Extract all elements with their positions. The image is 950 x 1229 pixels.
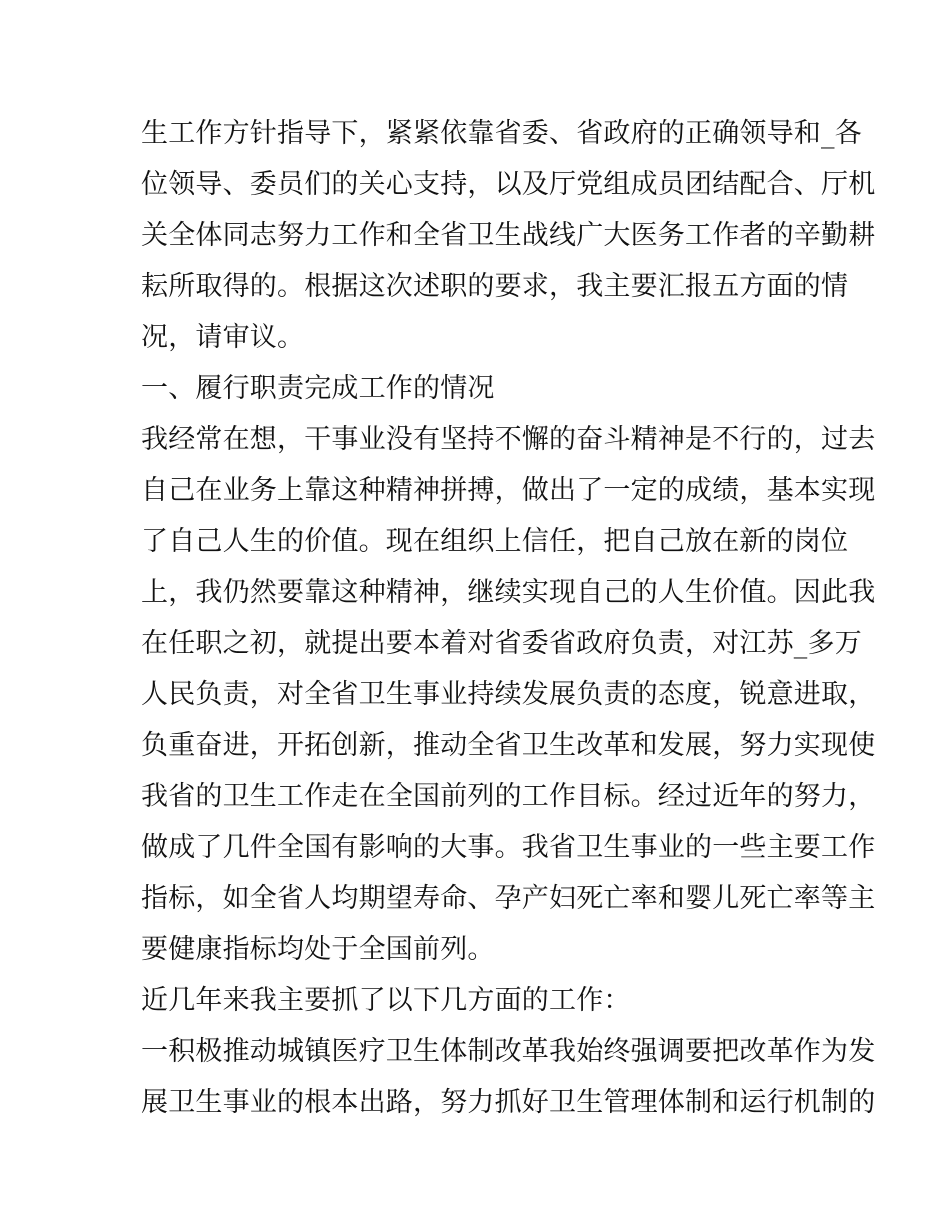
document-body — [141, 108, 876, 1128]
text-line: 近几年来我主要抓了以下几方面的工作： — [141, 985, 631, 1016]
text-line: 指标，如全省人均期望寿命、孕产妇死亡率和婴儿死亡率等主 — [141, 883, 876, 914]
text-line: 自己在业务上靠这种精神拼搏，做出了一定的成绩，基本实现 — [141, 475, 876, 506]
text-line: 做成了几件全国有影响的大事。我省卫生事业的一些主要工作 — [141, 832, 876, 863]
text-line: 要健康指标均处于全国前列。 — [141, 934, 495, 965]
text-line: 了自己人生的价值。现在组织上信任，把自己放在新的岗位 — [141, 526, 849, 557]
text-line: 我经常在想，干事业没有坚持不懈的奋斗精神是不行的，过去 — [141, 424, 876, 455]
text-line: 我省的卫生工作走在全国前列的工作目标。经过近年的努力， — [141, 781, 876, 812]
section-heading: 一、履行职责完成工作的情况 — [141, 373, 495, 404]
text-line: 生工作方针指导下，紧紧依靠省委、省政府的正确领导和_各 — [141, 118, 862, 149]
text-line: 上，我仍然要靠这种精神，继续实现自己的人生价值。因此我 — [141, 577, 876, 608]
text-line: 人民负责，对全省卫生事业持续发展负责的态度，锐意进取， — [141, 679, 876, 710]
text-line: 负重奋进，开拓创新，推动全省卫生改革和发展，努力实现使 — [141, 730, 876, 761]
text-line: 展卫生事业的根本出路，努力抓好卫生管理体制和运行机制的 — [141, 1087, 876, 1118]
text-line: 位领导、委员们的关心支持，以及厅党组成员团结配合、厅机 — [141, 169, 876, 200]
text-line: 关全体同志努力工作和全省卫生战线广大医务工作者的辛勤耕 — [141, 220, 876, 251]
text-line: 一积极推动城镇医疗卫生体制改革我始终强调要把改革作为发 — [141, 1036, 876, 1067]
text-line: 耘所取得的。根据这次述职的要求，我主要汇报五方面的情 — [141, 271, 849, 302]
text-line: 在任职之初，就提出要本着对省委省政府负责，对江苏_多万 — [141, 628, 862, 659]
text-line: 况，请审议。 — [141, 322, 305, 353]
